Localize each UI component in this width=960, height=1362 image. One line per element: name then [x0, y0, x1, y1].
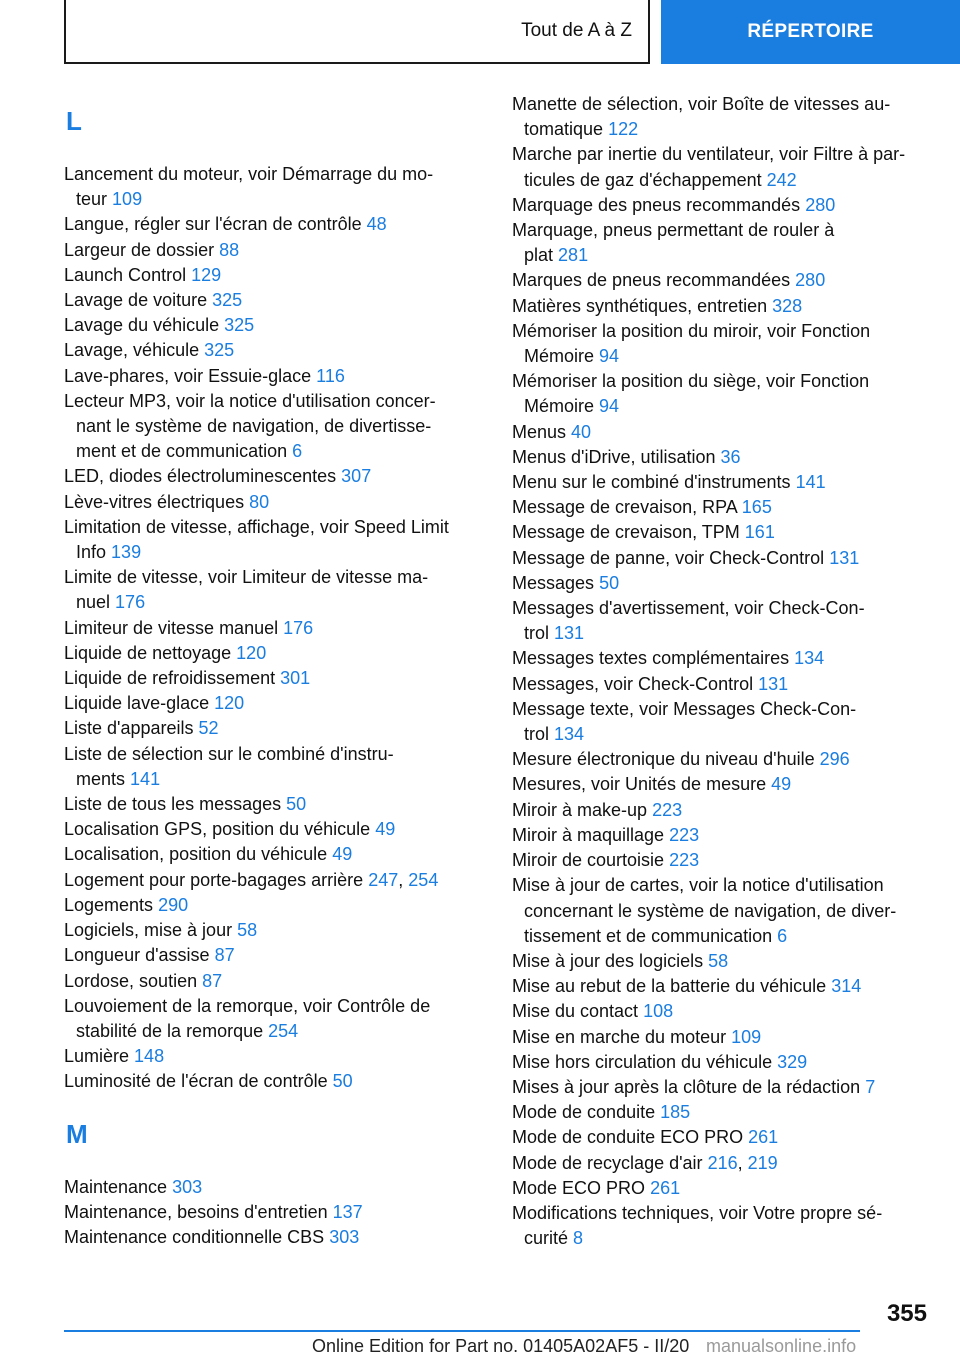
index-entry: [64, 1044, 484, 1069]
index-entry: [64, 616, 484, 641]
index-entry: [64, 641, 484, 666]
index-entry-text: Miroir à maquillage: [512, 824, 665, 845]
page-reference-link[interactable]: 223: [652, 799, 683, 820]
index-entry-text: Localisation GPS, position du véhicule: [64, 819, 371, 840]
index-entry-text: Mode ECO PRO: [512, 1177, 646, 1198]
index-entry-text: Marche par inertie du ventilateur, voir Filtre à par‐ ticules de gaz d'échappement: [512, 144, 906, 190]
page-reference-link[interactable]: 139: [111, 542, 142, 563]
index-entry-text: Manette de sélection, voir Boîte de vitesses au‐ tomatique: [512, 94, 891, 140]
page-reference-link[interactable]: 58: [708, 950, 729, 971]
tab-repertoire[interactable]: RÉPERTOIRE: [661, 0, 960, 64]
index-entry-text: Mesure électronique du niveau d'huile: [512, 749, 815, 770]
page-reference-link[interactable]: 50: [332, 1071, 353, 1092]
page-reference-link[interactable]: 7: [865, 1076, 876, 1097]
page-reference-link[interactable]: 8: [573, 1228, 584, 1249]
index-entry: [512, 218, 942, 268]
page-reference-link[interactable]: 134: [794, 648, 825, 669]
index-column-right: [512, 92, 942, 1251]
index-entry: [512, 1075, 942, 1100]
index-entry-text: Maintenance conditionnelle CBS: [64, 1226, 325, 1247]
index-entry: [64, 490, 484, 515]
index-entry: [64, 212, 484, 237]
index-entry: [512, 1025, 942, 1050]
index-entry-text: Louvoiement de la remorque, voir Contrôle de stabilité de la remorque: [64, 995, 431, 1041]
page-reference-link[interactable]: 80: [249, 491, 270, 512]
index-entry: [64, 792, 484, 817]
page-reference-link[interactable]: 261: [748, 1127, 779, 1148]
page-reference-link[interactable]: 141: [130, 768, 161, 789]
index-entry: [512, 294, 942, 319]
index-entry-text: Langue, régler sur l'écran de contrôle: [64, 214, 362, 235]
page-reference-link[interactable]: 40: [571, 421, 592, 442]
index-entry-text: Limiteur de vitesse manuel: [64, 617, 279, 638]
index-entry-text: Mémoriser la position du siège, voir Fonction Mémoire: [512, 371, 870, 417]
index-entry: [512, 747, 942, 772]
index-column-left: [64, 92, 484, 1250]
index-entry: [64, 464, 484, 489]
index-entry-text: Liste d'appareils: [64, 718, 194, 739]
index-entry: [512, 1050, 942, 1075]
page-reference-link[interactable]: 223: [669, 850, 700, 871]
index-entry-text: Lave-phares, voir Essuie-glace: [64, 365, 312, 386]
index-entry: [512, 319, 942, 369]
page-reference-link[interactable]: 314: [831, 976, 862, 997]
index-entry: [512, 546, 942, 571]
page-reference-link[interactable]: 122: [608, 119, 639, 140]
page-reference-link[interactable]: 131: [758, 673, 789, 694]
page-reference-link[interactable]: 48: [366, 214, 387, 235]
index-entry: [512, 445, 942, 470]
page-reference-link[interactable]: 254: [268, 1020, 299, 1041]
index-entry-text: Messages, voir Check-Control: [512, 673, 754, 694]
page-reference-link[interactable]: 281: [558, 245, 589, 266]
index-entry: [512, 571, 942, 596]
index-entry: [512, 1176, 942, 1201]
index-entry-text: Liquide lave-glace: [64, 693, 210, 714]
index-entry-text: Lavage du véhicule: [64, 315, 220, 336]
index-entry-text: Marquage des pneus recommandés: [512, 194, 801, 215]
index-entry-text: Mode de conduite ECO PRO: [512, 1127, 744, 1148]
page-reference-link[interactable]: 6: [292, 441, 303, 462]
index-entry-text: Message de panne, voir Check-Control: [512, 547, 825, 568]
index-list-m-right: [512, 92, 942, 1251]
index-entry: [64, 1069, 484, 1094]
page-reference-link[interactable]: 137: [332, 1201, 363, 1222]
index-entry-text: Miroir de courtoisie: [512, 850, 665, 871]
index-entry: [64, 565, 484, 615]
index-entry-text: Mémoriser la position du miroir, voir Fonction Mémoire: [512, 320, 871, 367]
page-reference-link[interactable]: 176: [115, 592, 146, 613]
page-reference-link[interactable]: 328: [772, 295, 803, 316]
page-reference-link[interactable]: 223: [669, 824, 700, 845]
index-entry: [512, 697, 942, 747]
index-entry-text: Maintenance, besoins d'entretien: [64, 1201, 328, 1222]
page-reference-link[interactable]: 49: [375, 819, 396, 840]
index-entry: [512, 772, 942, 797]
page-reference-link[interactable]: 120: [236, 642, 267, 663]
page-reference-link[interactable]: 254: [408, 869, 439, 890]
index-entry: [64, 742, 484, 792]
index-entry: [512, 1100, 942, 1125]
section-letter-m: M: [66, 1118, 88, 1149]
index-entry: [64, 1225, 484, 1250]
index-entry-text: LED, diodes électroluminescentes: [64, 466, 337, 487]
index-entry: [64, 691, 484, 716]
page-reference-link[interactable]: 131: [829, 547, 860, 568]
tab-tout-de-a-a-z[interactable]: Tout de A à Z: [64, 0, 650, 64]
index-entry: [512, 142, 942, 192]
page-reference-link[interactable]: 36: [720, 446, 741, 467]
index-entry: [64, 338, 484, 363]
index-entry-text: Menus: [512, 421, 567, 442]
index-entry: [64, 918, 484, 943]
index-entry-text: Mise du contact: [512, 1001, 639, 1022]
index-entry: [64, 893, 484, 918]
index-entry-text: Lève-vitres électriques: [64, 491, 245, 512]
page-reference-link[interactable]: 247: [368, 869, 399, 890]
index-list-l: [64, 162, 484, 1095]
index-entry-text: Lancement du moteur, voir Démarrage du mo‐ teur: [64, 164, 434, 210]
page-reference-link[interactable]: 261: [650, 1177, 681, 1198]
index-entry: [64, 515, 484, 565]
page-reference-link[interactable]: 94: [599, 396, 620, 417]
index-entry: [64, 238, 484, 263]
index-entry-text: Logiciels, mise à jour: [64, 920, 233, 941]
index-entry-text: Localisation, position du véhicule: [64, 844, 328, 865]
page-reference-link[interactable]: 165: [741, 497, 772, 518]
page-reference-link[interactable]: 290: [158, 894, 189, 915]
index-entry-text: Marques de pneus recommandées: [512, 270, 791, 291]
index-entry-text: Mises à jour après la clôture de la rédaction: [512, 1076, 861, 1097]
page-reference-link[interactable]: 307: [341, 466, 372, 487]
index-entry-text: Mode de conduite: [512, 1102, 656, 1123]
index-entry: [64, 994, 484, 1044]
index-entry: [512, 974, 942, 999]
index-entry-text: Messages d'avertissement, voir Check-Con‐ trol: [512, 598, 865, 644]
index-entry: [64, 666, 484, 691]
section-letter-l: L: [66, 106, 82, 136]
index-entry: [512, 949, 942, 974]
page-reference-link[interactable]: 129: [191, 264, 222, 285]
index-entry: [64, 943, 484, 968]
page-reference-link[interactable]: 134: [554, 724, 585, 745]
index-entry: [512, 646, 942, 671]
index-entry-text: Limite de vitesse, voir Limiteur de vitesse ma‐ nuel: [64, 567, 429, 613]
index-entry-text: Messages: [512, 572, 595, 593]
page-reference-link[interactable]: 303: [172, 1176, 203, 1197]
index-entry: [64, 364, 484, 389]
index-entry: [512, 798, 942, 823]
page-reference-link[interactable]: 49: [771, 774, 792, 795]
index-entry-text: Marquage, pneus permettant de rouler à plat: [512, 220, 835, 266]
index-entry-text: Message de crevaison, TPM: [512, 522, 740, 543]
index-entry: [512, 873, 942, 949]
index-entry-text: Menus d'iDrive, utilisation: [512, 446, 716, 467]
index-entry-text: Matières synthétiques, entretien: [512, 295, 768, 316]
index-entry-text: Liste de tous les messages: [64, 794, 282, 815]
index-entry-text: Lavage de voiture: [64, 290, 208, 311]
index-entry-text: Mesures, voir Unités de mesure: [512, 774, 767, 795]
page-reference-link[interactable]: 116: [316, 365, 345, 386]
page-reference-link[interactable]: 87: [214, 945, 235, 966]
footer-divider: [64, 1330, 860, 1332]
page-reference-link[interactable]: 329: [777, 1051, 808, 1072]
index-entry: Logement pour porte-bagages arrière 247, 254: [64, 869, 439, 890]
index-entry-text: Lecteur MP3, voir la notice d'utilisation concer‐ nant le système de navigation, de divertisse‐ ment et de communication: [64, 390, 436, 462]
index-entry-text: Mode de recyclage d'air: [512, 1152, 703, 1173]
index-entry-text: Limitation de vitesse, affichage, voir Speed Limit Info: [64, 516, 449, 563]
page-reference-link[interactable]: 141: [795, 472, 826, 493]
page-number: 355: [886, 1300, 927, 1327]
page-reference-link[interactable]: 325: [212, 290, 243, 311]
page-reference-link[interactable]: 301: [280, 668, 311, 689]
page-reference-link[interactable]: 131: [554, 623, 585, 644]
page-reference-link[interactable]: 94: [599, 346, 620, 367]
index-entry: [512, 470, 942, 495]
index-entry-text: Lumière: [64, 1046, 130, 1067]
index-entry-text: Liquide de refroidissement: [64, 668, 276, 689]
index-entry: [64, 969, 484, 994]
index-entry: [64, 817, 484, 842]
page-reference-link[interactable]: 109: [731, 1026, 762, 1047]
index-entry: [512, 848, 942, 873]
page-reference-link[interactable]: 325: [204, 340, 235, 361]
page-reference-link[interactable]: 219: [747, 1152, 778, 1173]
page-reference-link[interactable]: 216: [707, 1152, 738, 1173]
index-entry-text: Mise hors circulation du véhicule: [512, 1051, 773, 1072]
index-entry: [64, 716, 484, 741]
index-entry-text: Liste de sélection sur le combiné d'instru‐ ments: [64, 743, 394, 789]
index-entry: [512, 999, 942, 1024]
index-entry-text: Luminosité de l'écran de contrôle: [64, 1071, 328, 1092]
index-entry: [64, 288, 484, 313]
index-entry: [64, 389, 484, 465]
page-reference-link[interactable]: 87: [202, 970, 223, 991]
index-entry: [64, 1175, 484, 1200]
index-entry: [512, 420, 942, 445]
watermark: manualsonline.info: [706, 1336, 857, 1356]
index-entry-text: Modifications techniques, voir Votre propre sé‐ curité: [512, 1202, 883, 1249]
index-entry: [64, 842, 484, 867]
index-entry: [512, 1201, 942, 1251]
index-entry-text: Lordose, soutien: [64, 970, 198, 991]
page-reference-link[interactable]: 325: [224, 315, 255, 336]
index-entry: [64, 313, 484, 338]
page-reference-link[interactable]: 6: [777, 925, 788, 946]
page-reference-link[interactable]: 185: [660, 1102, 691, 1123]
index-entry: [512, 520, 942, 545]
page-reference-link[interactable]: 109: [112, 189, 143, 210]
index-entry: Mode de recyclage d'air 216, 219: [512, 1152, 778, 1173]
page-reference-link[interactable]: 120: [214, 693, 245, 714]
page-reference-link[interactable]: 280: [795, 270, 826, 291]
index-entry-text: Liquide de nettoyage: [64, 642, 232, 663]
index-entry: [512, 495, 942, 520]
index-entry-text: Logements: [64, 894, 154, 915]
page-reference-link[interactable]: 50: [599, 572, 620, 593]
index-entry-text: Launch Control: [64, 264, 187, 285]
index-list-m-left: [64, 1175, 484, 1251]
index-entry-text: Mise à jour de cartes, voir la notice d'utilisation concernant le système de navigation, de diver‐ tissement et de communication: [512, 875, 897, 946]
index-entry: [512, 92, 942, 142]
index-entry-text: Mise en marche du moteur: [512, 1026, 727, 1047]
index-entry: [512, 596, 942, 646]
index-entry-text: Menu sur le combiné d'instruments: [512, 472, 791, 493]
page-reference-link[interactable]: 242: [766, 169, 797, 190]
index-entry-text: Mise au rebut de la batterie du véhicule: [512, 976, 827, 997]
page-reference-link[interactable]: 148: [134, 1046, 165, 1067]
page-reference-link[interactable]: 52: [198, 718, 219, 739]
page-reference-link[interactable]: 58: [237, 920, 258, 941]
page-reference-link[interactable]: 88: [219, 239, 240, 260]
index-entry: [512, 823, 942, 848]
index-entry-text: Miroir à make-up: [512, 799, 648, 820]
index-entry-text: Logement pour porte-bagages arrière: [64, 869, 364, 890]
index-entry-text: Message texte, voir Messages Check-Con‐ trol: [512, 698, 857, 745]
index-entry: [64, 1200, 484, 1225]
page-reference-link[interactable]: 161: [744, 522, 775, 543]
page-reference-link[interactable]: 303: [329, 1226, 360, 1247]
index-entry-text: Maintenance: [64, 1176, 168, 1197]
index-entry-text: Messages textes complémentaires: [512, 648, 790, 669]
page-reference-link[interactable]: 108: [643, 1001, 674, 1022]
index-entry-text: Message de crevaison, RPA: [512, 497, 737, 518]
index-entry-text: Longueur d'assise: [64, 945, 210, 966]
index-entry-text: Mise à jour des logiciels: [512, 950, 704, 971]
index-entry-text: Largeur de dossier: [64, 239, 215, 260]
index-entry: [512, 369, 942, 419]
index-entry: [512, 1125, 942, 1150]
index-entry-text: Lavage, véhicule: [64, 340, 200, 361]
page-reference-link[interactable]: 176: [283, 617, 314, 638]
page-reference-link[interactable]: 49: [332, 844, 353, 865]
index-entry: [512, 268, 942, 293]
edition-note: Online Edition for Part no. 01405A02AF5 - II/20: [312, 1336, 690, 1356]
page-reference-link[interactable]: 50: [286, 794, 307, 815]
index-entry: [64, 162, 484, 212]
page-reference-link[interactable]: 280: [805, 194, 836, 215]
page-reference-link[interactable]: 296: [819, 749, 850, 770]
index-entry: [512, 672, 942, 697]
index-entry: [512, 193, 942, 218]
index-entry: [64, 263, 484, 288]
